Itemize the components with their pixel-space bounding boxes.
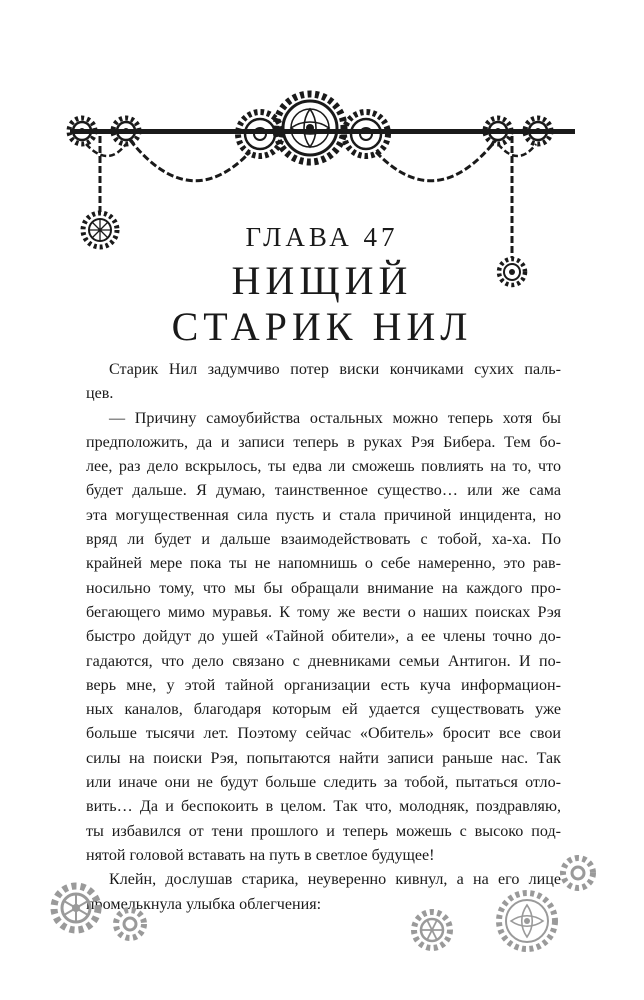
text-line: лее, раз дело вскрылось, ты едва ли сможешь повлиять на то, что [86,458,561,476]
gear-bottom-left-small-icon [116,910,144,938]
gear-bottom-left-large-icon [54,886,98,930]
text-line: ты избавился от тени прошлого и теперь можешь с высоко под- [86,822,561,840]
ornament-gear-right-inner-icon [485,118,511,144]
text-line: ных каналов, благодаря которым ей удается существовать уже [86,701,561,719]
ornament-gear-right-end-icon [525,118,551,144]
paragraph-1 [86,358,561,407]
text-line: предположить, да и записи теперь в руках Рэя Бибера. Тем бо- [86,433,561,451]
text-line: Клейн, дослушав старика, неуверенно кивнул, а на его лице [109,871,561,889]
text-line: гадаются, что дело связано с дневниками семьи Антигон. И по- [86,652,561,670]
text-line: промелькнула улыбка облегчения: [86,895,322,913]
text-line: вряд ли будет и дальше взаимодействовать с тобой, ха-ха. По [86,531,561,549]
text-line: вить… Да и беспокоить в целом. Так что, молодняк, поздравляю, [86,798,561,816]
ornament-chain-right-swag [376,140,496,181]
text-line: бегающего мимо муравья. К тому же вести о наших поисках Рэя [86,603,561,621]
gear-bottom-right-1-icon [414,912,450,948]
text-line: силы на поиски Рэя, попытаются найти записи раньше нас. Так [86,749,561,767]
ornament-gear-left-inner-icon [113,118,139,144]
chapter-title-line-2: СТАРИК НИЛ [171,304,473,349]
ornament-chain-right-outer [498,144,536,156]
text-line: нятой головой вставать на путь в светлое будущее! [86,846,435,864]
text-line: — Причину самоубийства остальных можно теперь хотя бы [109,409,561,427]
body-text [86,358,561,917]
text-line: крайней мере пока ты не напомнишь о себе намеренно, это рав- [86,555,561,573]
text-line: верь мне, у этой тайной организации есть куча информацион- [86,676,561,694]
gear-bottom-right-flower-icon [499,893,555,949]
text-line: цев. [86,385,114,403]
text-line: Старик Нил задумчиво потер виски кончиками сухих паль- [109,361,561,378]
text-line: быстро дойдут до ушей «Тайной обители», а ее члены точно до- [86,628,561,646]
text-line: будет дальше. Я думаю, таинственное существо… или же сама [86,482,561,500]
chapter-label: ГЛАВА 47 [245,222,399,252]
paragraph-2 [86,407,561,869]
text-line: носильно тому, что мы бы обращали внимание на каждого про- [86,579,561,597]
ornament-chain-left-swag [130,140,250,181]
text-line: эта могущественная сила пусть и стала причиной инцидента, но [86,506,561,524]
footer-gears [0,840,644,1000]
text-line: или иначе они не будут больше следить за тобой, пытаться отло- [86,774,561,792]
chapter-title-line-1: НИЩИЙ [231,258,413,303]
ornament-gear-left-end-icon [69,118,95,144]
ornament-chain-left-outer [86,144,126,156]
ornament-center-gear-icon [276,94,344,162]
chapter-ornament [0,0,644,300]
text-line: больше тысячи лет. Поэтому сейчас «Обитель» бросит все свои [86,725,561,743]
gear-bottom-right-top-icon [563,858,593,888]
